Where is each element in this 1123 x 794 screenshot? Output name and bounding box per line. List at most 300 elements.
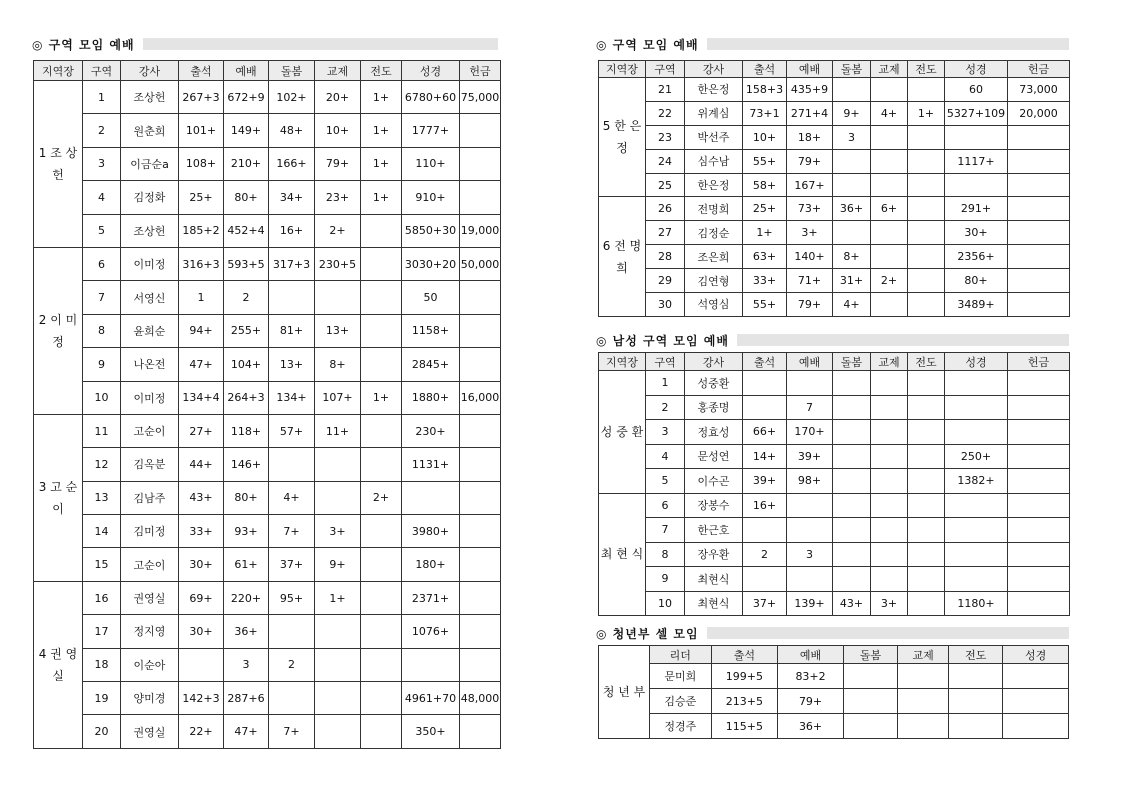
table-cell	[1008, 542, 1070, 567]
table-cell: 17	[83, 615, 121, 648]
table-cell: 30+	[945, 221, 1008, 245]
column-header: 전도	[908, 353, 945, 371]
table-cell: 3+	[871, 591, 908, 616]
table-cell: 이금순a	[121, 147, 179, 180]
table-cell	[460, 147, 501, 180]
table-cell: 6+	[871, 197, 908, 221]
left-section-title	[32, 36, 498, 52]
table-row	[599, 395, 1070, 420]
table-cell: 5	[646, 469, 685, 494]
men-worship-table	[598, 352, 1070, 616]
youth-region-cell: 청 년 부	[599, 646, 650, 739]
table-cell: 48+	[269, 114, 315, 147]
table-cell: 22+	[179, 715, 224, 748]
table-cell: 230+	[402, 414, 460, 447]
table-cell: 37+	[743, 591, 787, 616]
table-row	[34, 247, 501, 280]
column-header: 출석	[743, 353, 787, 371]
table-cell: 34+	[269, 181, 315, 214]
table-cell: 위계심	[685, 101, 743, 125]
table-cell	[945, 420, 1008, 445]
table-cell: 43+	[179, 481, 224, 514]
table-cell: 22	[646, 101, 685, 125]
table-cell: 나온전	[121, 348, 179, 381]
column-header: 강사	[685, 61, 743, 78]
table-cell: 3+	[787, 221, 833, 245]
region-leader-cell: 6 전 명 희	[599, 197, 646, 316]
men-title-text: ◎ 남성 구역 모임 예배	[596, 333, 729, 348]
table-cell: 8+	[315, 348, 361, 381]
table-row	[599, 518, 1070, 543]
table-cell: 이미정	[121, 247, 179, 280]
table-row	[34, 181, 501, 214]
table-cell	[361, 581, 402, 614]
table-cell	[833, 542, 871, 567]
table-cell: 55+	[743, 149, 787, 173]
column-header: 성경	[945, 353, 1008, 371]
table-cell: 1180+	[945, 591, 1008, 616]
table-cell: 2+	[315, 214, 361, 247]
table-cell: 7	[646, 518, 685, 543]
table-cell: 김승준	[650, 689, 711, 714]
table-cell: 435+9	[787, 78, 833, 102]
table-cell: 23	[646, 125, 685, 149]
table-cell: 전명희	[685, 197, 743, 221]
table-cell	[871, 149, 908, 173]
table-cell: 4+	[269, 481, 315, 514]
table-cell: 2	[646, 395, 685, 420]
table-cell	[833, 149, 871, 173]
table-cell	[361, 214, 402, 247]
table-cell: 170+	[787, 420, 833, 445]
table-cell: 271+4	[787, 101, 833, 125]
column-header: 돌봄	[843, 646, 897, 664]
header-row	[599, 353, 1070, 371]
table-cell	[361, 715, 402, 748]
table-cell	[833, 567, 871, 592]
table-cell	[1008, 197, 1070, 221]
table-cell	[871, 493, 908, 518]
table-cell	[787, 493, 833, 518]
region-leader-cell: 4 권 영 실	[34, 581, 83, 748]
table-row	[599, 125, 1070, 149]
table-cell: 593+5	[224, 247, 269, 280]
right-section-title	[596, 36, 1069, 52]
column-header: 예배	[224, 61, 269, 81]
table-cell: 8	[83, 314, 121, 347]
youth-title-text: ◎ 청년부 셀 모임	[596, 626, 699, 641]
table-cell: 7	[787, 395, 833, 420]
column-header: 성경	[402, 61, 460, 81]
table-cell: 4+	[833, 293, 871, 317]
column-header: 교제	[871, 353, 908, 371]
column-header: 출석	[711, 646, 778, 664]
table-cell: 108+	[179, 147, 224, 180]
table-cell: 윤희순	[121, 314, 179, 347]
column-header: 교제	[898, 646, 949, 664]
table-cell: 316+3	[179, 247, 224, 280]
table-cell: 조은희	[685, 245, 743, 269]
header-row	[599, 646, 1069, 664]
table-row	[34, 214, 501, 247]
table-cell	[833, 444, 871, 469]
table-cell: 20+	[315, 81, 361, 114]
table-cell: 문미희	[650, 664, 711, 689]
table-row	[599, 269, 1070, 293]
table-row	[599, 101, 1070, 125]
header-row	[34, 61, 501, 81]
table-cell	[1003, 714, 1069, 739]
table-cell: 199+5	[711, 664, 778, 689]
table-cell: 고순이	[121, 548, 179, 581]
table-cell	[908, 245, 945, 269]
table-row	[34, 81, 501, 114]
table-cell	[871, 293, 908, 317]
right-worship-table	[598, 60, 1070, 317]
table-cell	[1008, 567, 1070, 592]
table-cell: 조상헌	[121, 81, 179, 114]
table-cell: 250+	[945, 444, 1008, 469]
table-cell	[871, 245, 908, 269]
table-cell: 73+1	[743, 101, 787, 125]
table-cell	[1003, 689, 1069, 714]
table-row	[599, 197, 1070, 221]
table-cell: 18+	[787, 125, 833, 149]
table-cell: 3980+	[402, 515, 460, 548]
table-cell	[949, 664, 1003, 689]
region-leader-cell: 3 고 순 이	[34, 414, 83, 581]
table-cell	[460, 548, 501, 581]
table-cell	[361, 314, 402, 347]
table-cell	[1008, 173, 1070, 197]
men-section-title	[596, 332, 1069, 348]
table-cell	[833, 221, 871, 245]
region-leader-cell: 최 현 식	[599, 493, 646, 616]
table-cell: 36+	[778, 714, 844, 739]
title-bar	[707, 38, 1069, 50]
table-cell: 93+	[224, 515, 269, 548]
table-cell: 94+	[179, 314, 224, 347]
table-cell: 4961+70	[402, 682, 460, 715]
table-cell: 2	[83, 114, 121, 147]
table-row	[599, 173, 1070, 197]
table-cell: 1880+	[402, 381, 460, 414]
table-cell: 98+	[787, 469, 833, 494]
table-cell: 홍종명	[685, 395, 743, 420]
table-cell: 213+5	[711, 689, 778, 714]
table-cell: 317+3	[269, 247, 315, 280]
table-cell	[833, 395, 871, 420]
table-cell: 정지영	[121, 615, 179, 648]
table-cell: 12	[83, 448, 121, 481]
column-header: 예배	[787, 353, 833, 371]
table-cell: 심수남	[685, 149, 743, 173]
table-cell: 김정화	[121, 181, 179, 214]
table-cell: 10	[646, 591, 685, 616]
table-cell: 4+	[871, 101, 908, 125]
table-cell: 80+	[945, 269, 1008, 293]
table-cell	[402, 648, 460, 681]
table-cell: 73,000	[1008, 78, 1070, 102]
column-header: 출석	[179, 61, 224, 81]
table-cell	[833, 469, 871, 494]
table-cell: 2	[743, 542, 787, 567]
table-cell: 고순이	[121, 414, 179, 447]
table-cell: 14	[83, 515, 121, 548]
table-cell: 16	[83, 581, 121, 614]
table-cell	[460, 114, 501, 147]
table-cell	[1008, 493, 1070, 518]
table-row	[599, 293, 1070, 317]
table-cell	[1008, 591, 1070, 616]
table-cell: 57+	[269, 414, 315, 447]
table-cell: 1	[646, 371, 685, 396]
table-row	[599, 714, 1069, 739]
table-cell: 71+	[787, 269, 833, 293]
column-header: 예배	[787, 61, 833, 78]
table-cell	[908, 591, 945, 616]
table-cell: 15	[83, 548, 121, 581]
column-header: 교제	[315, 61, 361, 81]
table-cell	[1008, 518, 1070, 543]
youth-section-title	[596, 625, 1069, 641]
table-cell	[945, 371, 1008, 396]
table-cell: 452+4	[224, 214, 269, 247]
table-cell	[1008, 293, 1070, 317]
table-cell: 110+	[402, 147, 460, 180]
table-cell	[945, 125, 1008, 149]
table-cell	[361, 414, 402, 447]
table-row	[599, 444, 1070, 469]
table-cell: 63+	[743, 245, 787, 269]
table-cell: 9+	[315, 548, 361, 581]
table-cell: 134+	[269, 381, 315, 414]
table-cell	[460, 448, 501, 481]
table-cell: 4	[83, 181, 121, 214]
table-cell: 139+	[787, 591, 833, 616]
table-cell	[908, 78, 945, 102]
table-cell	[179, 648, 224, 681]
table-cell	[833, 78, 871, 102]
table-row	[599, 689, 1069, 714]
table-cell	[1008, 149, 1070, 173]
table-cell	[787, 567, 833, 592]
table-cell	[460, 615, 501, 648]
table-cell: 115+5	[711, 714, 778, 739]
table-cell: 1	[83, 81, 121, 114]
table-row	[599, 664, 1069, 689]
table-cell	[871, 371, 908, 396]
column-header: 헌금	[460, 61, 501, 81]
table-cell	[361, 615, 402, 648]
table-cell: 18	[83, 648, 121, 681]
table-cell	[945, 567, 1008, 592]
table-cell: 양미경	[121, 682, 179, 715]
table-cell	[460, 314, 501, 347]
table-cell	[743, 567, 787, 592]
table-cell: 3	[787, 542, 833, 567]
table-cell: 118+	[224, 414, 269, 447]
table-cell: 79+	[315, 147, 361, 180]
table-cell: 140+	[787, 245, 833, 269]
table-cell: 2845+	[402, 348, 460, 381]
table-cell: 1158+	[402, 314, 460, 347]
table-row	[599, 542, 1070, 567]
table-cell	[460, 515, 501, 548]
table-cell	[908, 197, 945, 221]
table-cell: 25+	[743, 197, 787, 221]
table-row	[34, 448, 501, 481]
column-header: 예배	[778, 646, 844, 664]
table-cell: 81+	[269, 314, 315, 347]
table-row	[599, 469, 1070, 494]
table-cell: 박선주	[685, 125, 743, 149]
table-cell: 30+	[179, 615, 224, 648]
table-cell	[361, 548, 402, 581]
table-cell: 1+	[908, 101, 945, 125]
table-cell: 이순아	[121, 648, 179, 681]
table-cell: 264+3	[224, 381, 269, 414]
table-cell: 한은정	[685, 173, 743, 197]
table-row	[34, 348, 501, 381]
table-cell	[908, 469, 945, 494]
table-cell: 3	[224, 648, 269, 681]
table-cell: 8	[646, 542, 685, 567]
table-cell: 김정순	[685, 221, 743, 245]
table-cell: 장우환	[685, 542, 743, 567]
table-cell: 220+	[224, 581, 269, 614]
table-row	[599, 567, 1070, 592]
table-cell: 2+	[871, 269, 908, 293]
table-cell	[1008, 469, 1070, 494]
table-cell	[361, 247, 402, 280]
table-row	[34, 381, 501, 414]
table-cell: 3	[646, 420, 685, 445]
table-cell: 80+	[224, 181, 269, 214]
table-cell: 4	[646, 444, 685, 469]
table-cell: 1131+	[402, 448, 460, 481]
table-cell: 185+2	[179, 214, 224, 247]
table-cell	[315, 615, 361, 648]
table-cell: 5	[83, 214, 121, 247]
table-cell	[361, 448, 402, 481]
table-row	[34, 648, 501, 681]
table-cell: 230+5	[315, 247, 361, 280]
table-cell	[898, 689, 949, 714]
left-title-text: ◎ 구역 모임 예배	[32, 37, 135, 52]
table-cell: 33+	[743, 269, 787, 293]
table-cell: 55+	[743, 293, 787, 317]
region-leader-cell: 5 한 은 정	[599, 78, 646, 197]
table-cell	[898, 714, 949, 739]
table-cell: 16+	[743, 493, 787, 518]
column-header: 지역장	[599, 353, 646, 371]
table-cell: 정경주	[650, 714, 711, 739]
table-cell	[743, 371, 787, 396]
table-cell: 권영실	[121, 581, 179, 614]
table-cell	[402, 481, 460, 514]
table-cell	[949, 714, 1003, 739]
table-cell: 26	[646, 197, 685, 221]
table-row	[34, 715, 501, 748]
table-cell	[269, 615, 315, 648]
table-cell	[908, 293, 945, 317]
region-leader-cell: 성 중 환	[599, 371, 646, 494]
table-cell	[908, 149, 945, 173]
right-title-text: ◎ 구역 모임 예배	[596, 37, 699, 52]
table-cell: 19,000	[460, 214, 501, 247]
table-row	[34, 147, 501, 180]
table-cell: 김연형	[685, 269, 743, 293]
youth-cell-table	[598, 645, 1069, 739]
column-header: 지역장	[34, 61, 83, 81]
table-row	[34, 114, 501, 147]
region-leader-cell: 1 조 상 헌	[34, 81, 83, 248]
table-cell	[460, 281, 501, 314]
table-row	[34, 548, 501, 581]
table-cell: 2	[224, 281, 269, 314]
table-cell: 성중환	[685, 371, 743, 396]
table-cell	[871, 469, 908, 494]
table-cell	[871, 420, 908, 445]
column-header: 구역	[646, 353, 685, 371]
table-cell: 910+	[402, 181, 460, 214]
table-cell	[1008, 371, 1070, 396]
table-row	[599, 245, 1070, 269]
table-cell	[460, 414, 501, 447]
column-header: 구역	[646, 61, 685, 78]
table-cell	[1008, 125, 1070, 149]
table-cell: 3	[83, 147, 121, 180]
table-cell: 16,000	[460, 381, 501, 414]
table-cell	[315, 648, 361, 681]
table-cell	[908, 542, 945, 567]
table-row	[599, 221, 1070, 245]
table-row	[34, 314, 501, 347]
table-cell: 672+9	[224, 81, 269, 114]
table-cell: 30	[646, 293, 685, 317]
table-cell: 25+	[179, 181, 224, 214]
table-cell	[787, 371, 833, 396]
table-cell: 30+	[179, 548, 224, 581]
table-cell: 서영신	[121, 281, 179, 314]
title-bar	[143, 38, 498, 50]
table-cell	[787, 518, 833, 543]
header-row	[599, 61, 1070, 78]
left-worship-table	[33, 60, 501, 749]
table-cell: 2356+	[945, 245, 1008, 269]
table-cell	[460, 481, 501, 514]
table-cell: 255+	[224, 314, 269, 347]
table-row	[34, 414, 501, 447]
table-cell: 11	[83, 414, 121, 447]
table-cell: 1+	[361, 114, 402, 147]
table-cell: 61+	[224, 548, 269, 581]
table-cell: 장봉수	[685, 493, 743, 518]
table-cell: 1	[179, 281, 224, 314]
table-cell	[315, 281, 361, 314]
table-cell: 134+4	[179, 381, 224, 414]
table-cell: 11+	[315, 414, 361, 447]
table-cell: 9+	[833, 101, 871, 125]
table-row	[599, 371, 1070, 396]
table-cell	[871, 567, 908, 592]
table-cell	[833, 420, 871, 445]
table-cell: 180+	[402, 548, 460, 581]
table-cell: 6780+60	[402, 81, 460, 114]
column-header: 리더	[650, 646, 711, 664]
table-cell: 10+	[315, 114, 361, 147]
